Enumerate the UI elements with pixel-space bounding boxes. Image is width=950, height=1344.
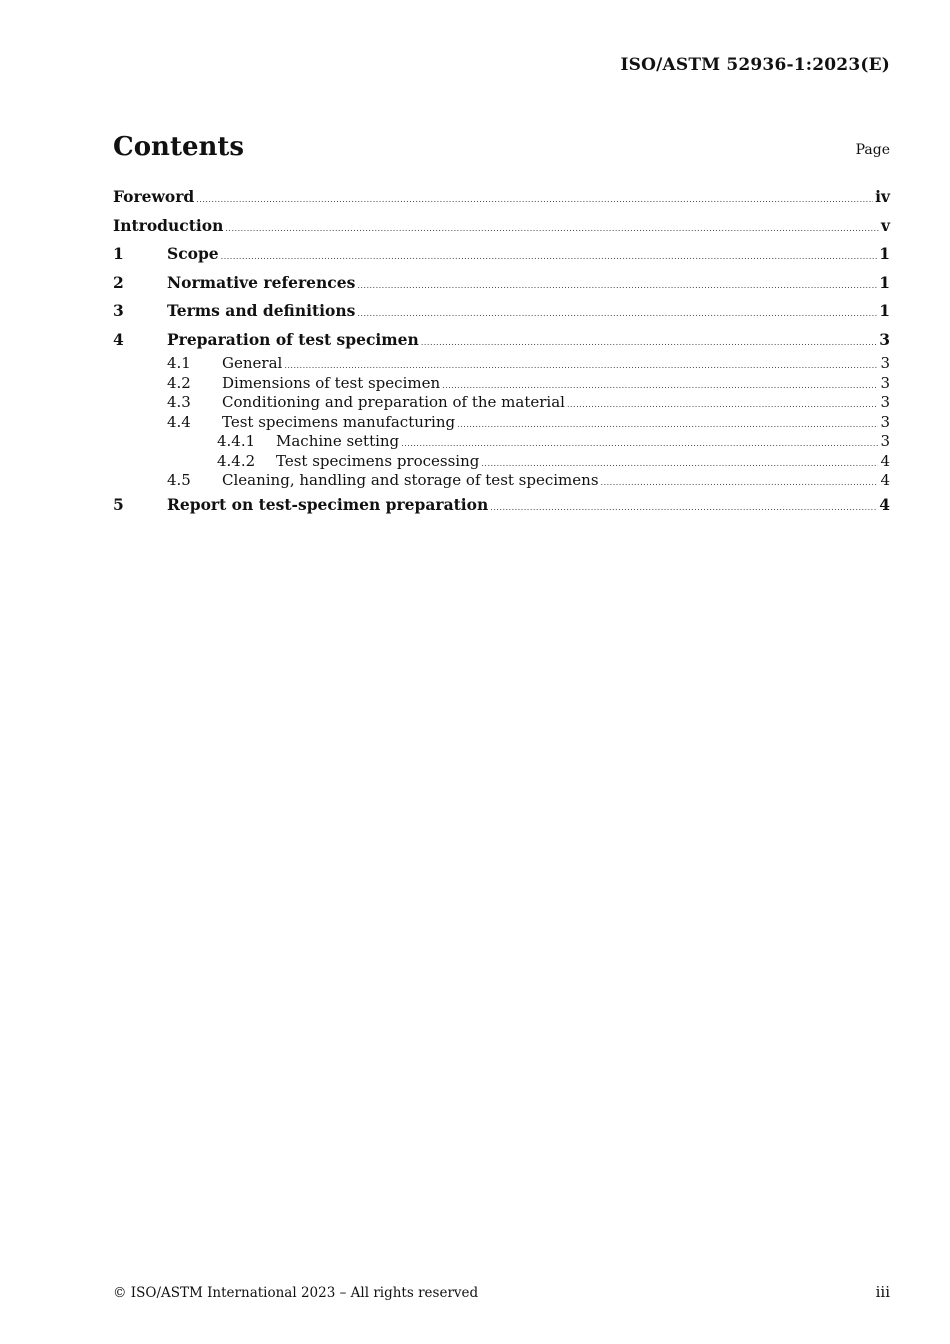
dot-leader	[421, 329, 877, 358]
toc-entry-number: 1	[113, 244, 124, 263]
toc-entry-title: Cleaning, handling and storage of test specimens	[222, 471, 599, 489]
toc-entry-page: 1	[879, 272, 890, 292]
toc-entry-title: Scope	[167, 244, 219, 263]
dot-leader	[357, 272, 877, 301]
toc-entry-dimensions-of-test-specimen[interactable]	[113, 374, 890, 394]
toc-entry-report-on-test-specimen-preparation[interactable]	[113, 491, 890, 520]
document-identifier: ISO/ASTM 52936-1:2023(E)	[620, 55, 890, 75]
toc-entry-title: Test specimens manufacturing	[222, 412, 456, 431]
toc-entry-number: 4.2	[167, 373, 191, 392]
toc-entry-page: 1	[879, 301, 890, 320]
toc-entry-page: 3	[880, 432, 890, 450]
toc-entry-page: 4	[880, 471, 890, 489]
dot-leader	[225, 215, 879, 244]
toc-entry-title: Machine setting	[276, 432, 400, 450]
toc-entry-title: Report on test-specimen preparation	[167, 494, 489, 514]
toc-entry-page: 3	[880, 393, 890, 411]
toc-entry-test-specimens-processing[interactable]	[113, 452, 890, 472]
toc-entry-title: Foreword	[113, 187, 195, 206]
toc-entry-title: General	[222, 354, 283, 372]
toc-entry-terms-and-definitions[interactable]	[113, 297, 890, 326]
toc-entry-title: Terms and definitions	[167, 301, 356, 320]
toc-entry-scope[interactable]	[113, 240, 890, 269]
toc-entry-page: 3	[880, 412, 890, 431]
toc-entry-page: 4	[880, 451, 890, 470]
toc-entry-foreword[interactable]	[113, 183, 890, 212]
toc-entry-page: iv	[875, 187, 890, 206]
toc-entry-page: 3	[880, 354, 890, 372]
toc-entry-title: Preparation of test specimen	[167, 329, 419, 349]
toc-entry-number: 4.4.1	[217, 432, 256, 450]
toc-entry-number: 5	[113, 494, 124, 514]
toc-entry-page: 4	[879, 494, 890, 514]
toc-entry-normative-references[interactable]	[113, 269, 890, 298]
toc-entry-conditioning-and-preparation[interactable]	[113, 393, 890, 413]
dot-leader	[221, 243, 878, 272]
toc-entry-title: Dimensions of test specimen	[222, 373, 441, 392]
toc-entry-number: 4.1	[167, 354, 191, 372]
dot-leader	[196, 186, 873, 215]
toc-entry-page: v	[880, 215, 890, 235]
toc-entry-number: 3	[113, 301, 124, 320]
dot-leader	[357, 300, 877, 329]
toc-entry-title: Normative references	[167, 272, 356, 292]
page-column-label: Page	[855, 142, 890, 158]
toc-entry-page: 3	[880, 373, 890, 392]
toc-entry-title: Introduction	[113, 215, 224, 235]
toc-entry-introduction[interactable]	[113, 212, 890, 241]
toc-entry-general[interactable]	[113, 354, 890, 374]
toc-entry-test-specimens-manufacturing[interactable]	[113, 413, 890, 433]
dot-leader	[601, 473, 879, 493]
footer-copyright: © ISO/ASTM International 2023 – All rights reserved	[113, 1285, 479, 1301]
toc-entry-title: Conditioning and preparation of the material	[222, 393, 565, 411]
footer-page-number: iii	[875, 1283, 890, 1301]
toc-entry-number: 4.3	[167, 393, 191, 411]
toc-entry-number: 4.4.2	[217, 451, 256, 470]
toc-entry-title: Test specimens processing	[276, 451, 480, 470]
toc-entry-number: 2	[113, 272, 124, 292]
toc-entry-page: 1	[879, 244, 890, 263]
toc-entry-page: 3	[879, 329, 890, 349]
toc-entry-number: 4.4	[167, 412, 191, 431]
toc-entry-preparation-of-test-specimen[interactable]	[113, 326, 890, 355]
table-of-contents	[113, 183, 890, 519]
dot-leader	[490, 494, 877, 523]
toc-entry-number: 4	[113, 329, 124, 349]
dot-leader	[457, 415, 878, 435]
dot-leader	[567, 395, 879, 415]
toc-entry-machine-setting[interactable]	[113, 432, 890, 452]
toc-entry-number: 4.5	[167, 471, 191, 489]
page-title: Contents	[113, 132, 245, 162]
toc-entry-cleaning-handling-storage[interactable]	[113, 471, 890, 491]
